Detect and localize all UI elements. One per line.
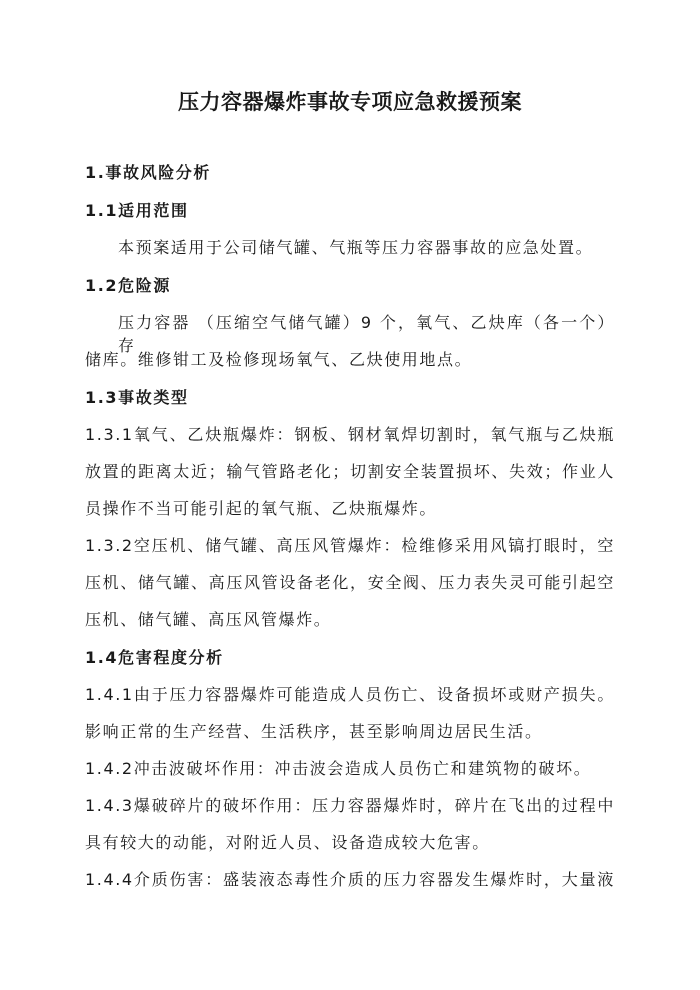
section-heading-1-1: 1.1适用范围 <box>85 201 189 220</box>
paragraph-1-4-1-line-2: 影响正常的生产经营、生活秩序，甚至影响周边居民生活。 <box>85 722 543 741</box>
paragraph-1-3-2-line-1: 1.3.2空压机、储气罐、高压风管爆炸：检维修采用风镐打眼时，空 <box>85 536 615 555</box>
paragraph-1-4-2: 1.4.2冲击波破坏作用：冲击波会造成人员伤亡和建筑物的破坏。 <box>85 759 592 778</box>
paragraph-1-4-4-line-1: 1.4.4介质伤害：盛装液态毒性介质的压力容器发生爆炸时，大量液 <box>85 870 615 889</box>
paragraph-hazard-line-1: 压力容器 （压缩空气储气罐）9 个，氧气、乙炔库（各一个）存 <box>118 313 615 355</box>
paragraph-1-4-1-line-1: 1.4.1由于压力容器爆炸可能造成人员伤亡、设备损坏或财产损失。 <box>85 685 615 704</box>
paragraph-1-3-2-line-3: 压机、储气罐、高压风管爆炸。 <box>85 610 332 629</box>
paragraph-hazard-line-2: 储库。维修钳工及检修现场氧气、乙炔使用地点。 <box>85 350 473 369</box>
paragraph-1-3-1-line-3: 员操作不当可能引起的氧气瓶、乙炔瓶爆炸。 <box>85 499 438 518</box>
paragraph-scope: 本预案适用于公司储气罐、气瓶等压力容器事故的应急处置。 <box>118 238 594 257</box>
section-heading-1-2: 1.2危险源 <box>85 276 171 295</box>
paragraph-1-3-1-line-1: 1.3.1氧气、乙炔瓶爆炸：钢板、钢材氧焊切割时，氧气瓶与乙炔瓶 <box>85 425 615 444</box>
paragraph-1-3-2-line-2: 压机、储气罐、高压风管设备老化，安全阀、压力表失灵可能引起空 <box>85 573 615 592</box>
paragraph-1-4-3-line-2: 具有较大的动能，对附近人员、设备造成较大危害。 <box>85 833 490 852</box>
paragraph-1-3-1-line-2: 放置的距离太近；输气管路老化；切割安全装置损坏、失效；作业人 <box>85 462 615 481</box>
section-heading-1-3: 1.3事故类型 <box>85 388 189 407</box>
document-title: 压力容器爆炸事故专项应急救援预案 <box>178 90 522 114</box>
section-heading-1-4: 1.4危害程度分析 <box>85 648 224 667</box>
section-heading-1: 1.事故风险分析 <box>85 163 212 182</box>
paragraph-1-4-3-line-1: 1.4.3爆破碎片的破坏作用：压力容器爆炸时，碎片在飞出的过程中 <box>85 796 615 815</box>
